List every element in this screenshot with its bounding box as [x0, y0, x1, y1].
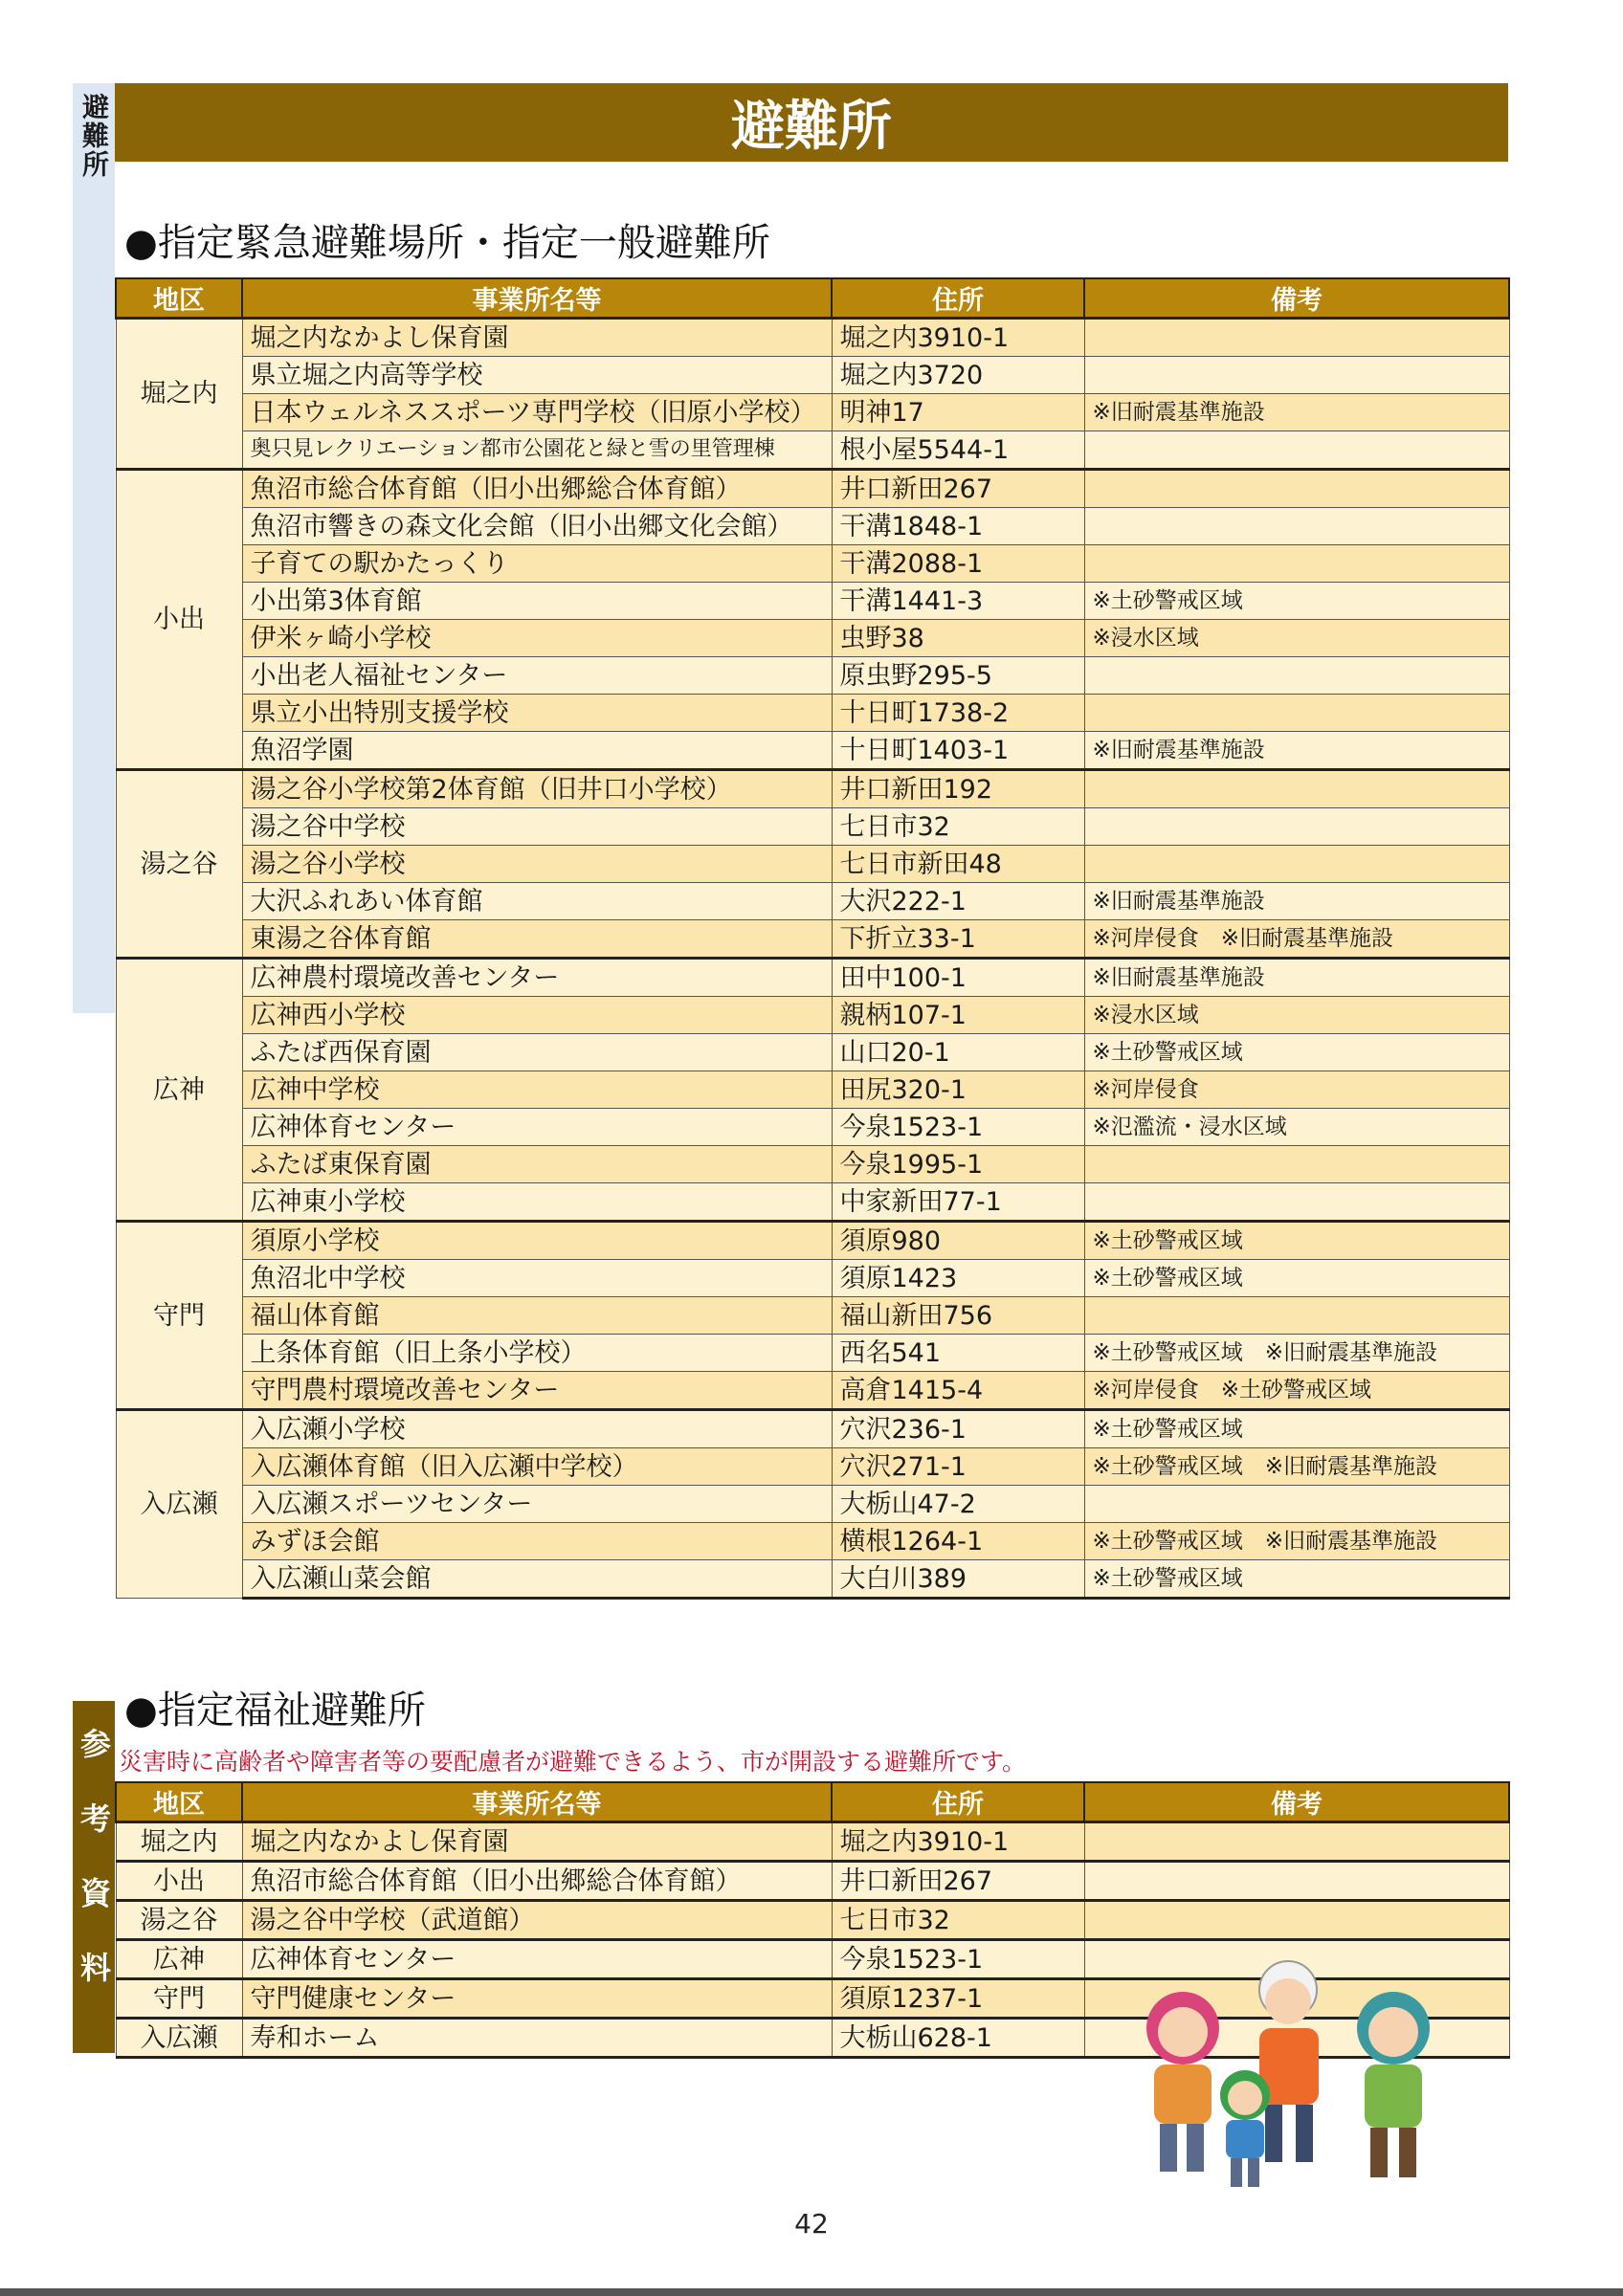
district-cell: 堀之内 — [116, 319, 242, 470]
facility-name-cell: 上条体育館（旧上条小学校） — [242, 1335, 832, 1372]
remarks-cell: ※土砂警戒区域 ※旧耐震基準施設 — [1084, 1335, 1509, 1372]
address-cell: 高倉1415-4 — [832, 1372, 1084, 1410]
remarks-cell — [1084, 1862, 1509, 1901]
side-tab-shelter: 避難所 — [73, 83, 115, 188]
leg — [1399, 2128, 1416, 2177]
table-row — [116, 1183, 1509, 1222]
table-row — [116, 808, 1509, 846]
facility-name-cell: 小出第3体育館 — [242, 583, 832, 620]
facility-name-cell: 福山体育館 — [242, 1297, 832, 1335]
facility-name-cell: 広神東小学校 — [242, 1183, 832, 1222]
address-cell: 堀之内3910-1 — [832, 1822, 1084, 1862]
remarks-cell: ※土砂警戒区域 ※旧耐震基準施設 — [1084, 1448, 1509, 1486]
facility-name-cell: 大沢ふれあい体育館 — [242, 883, 832, 920]
header-address: 住所 — [832, 278, 1084, 319]
table-row — [116, 394, 1509, 431]
address-cell: 横根1264-1 — [832, 1523, 1084, 1560]
facility-name-cell: 湯之谷中学校 — [242, 808, 832, 846]
address-cell: 堀之内3910-1 — [832, 319, 1084, 357]
face-small — [1228, 2081, 1262, 2115]
address-cell: 干溝1848-1 — [832, 508, 1084, 545]
table-row — [116, 1071, 1509, 1109]
side-tab-background — [73, 83, 115, 1013]
facility-name-cell: ふたば西保育園 — [242, 1034, 832, 1071]
facility-name-cell: 寿和ホーム — [242, 2019, 832, 2058]
table-row — [116, 1372, 1509, 1410]
address-cell: 田中100-1 — [832, 959, 1084, 997]
table-row — [116, 920, 1509, 959]
facility-name-cell: 湯之谷小学校 — [242, 846, 832, 883]
table-row — [116, 1222, 1509, 1260]
header-name: 事業所名等 — [242, 1782, 832, 1822]
district-cell: 小出 — [116, 1862, 242, 1901]
section-heading-welfare: ●指定福祉避難所 — [124, 1689, 426, 1733]
facility-name-cell: 伊米ヶ崎小学校 — [242, 620, 832, 657]
table-row — [116, 1335, 1509, 1372]
facility-name-cell: 魚沼市総合体育館（旧小出郷総合体育館） — [242, 1862, 832, 1901]
address-cell: 井口新田192 — [832, 770, 1084, 808]
facility-name-cell: 守門健康センター — [242, 1979, 832, 2019]
address-cell: 須原1237-1 — [832, 1979, 1084, 2019]
remarks-cell: ※河岸侵食 ※旧耐震基準施設 — [1084, 920, 1509, 959]
table-row — [116, 1523, 1509, 1560]
leg — [1248, 2158, 1259, 2187]
side-tab-reference: 参考資料 — [73, 1701, 115, 2053]
table-row — [116, 997, 1509, 1034]
leg — [1265, 2105, 1282, 2162]
address-cell: 穴沢271-1 — [832, 1448, 1084, 1486]
table-row — [116, 508, 1509, 545]
address-cell: 大白川389 — [832, 1560, 1084, 1599]
jacket-right — [1365, 2064, 1422, 2128]
table-row — [116, 583, 1509, 620]
remarks-cell — [1084, 470, 1509, 508]
address-cell: 干溝2088-1 — [832, 545, 1084, 583]
table-header-row — [116, 278, 1509, 319]
remarks-cell: ※土砂警戒区域 — [1084, 1034, 1509, 1071]
facility-name-cell: 奥只見レクリエーション都市公園花と緑と雪の里管理棟 — [242, 431, 832, 470]
address-cell: 須原1423 — [832, 1260, 1084, 1297]
table-row — [116, 1109, 1509, 1146]
address-cell: 井口新田267 — [832, 470, 1084, 508]
address-cell: 虫野38 — [832, 620, 1084, 657]
facility-name-cell: 広神西小学校 — [242, 997, 832, 1034]
header-remarks: 備考 — [1084, 1782, 1509, 1822]
table-row — [116, 1260, 1509, 1297]
facility-name-cell: 湯之谷中学校（武道館） — [242, 1901, 832, 1940]
table-row — [116, 1034, 1509, 1071]
address-cell: 七日市新田48 — [832, 846, 1084, 883]
address-cell: 穴沢236-1 — [832, 1410, 1084, 1448]
remarks-cell — [1084, 508, 1509, 545]
address-cell: 大沢222-1 — [832, 883, 1084, 920]
district-cell: 守門 — [116, 1979, 242, 2019]
facility-name-cell: 湯之谷小学校第2体育館（旧井口小学校） — [242, 770, 832, 808]
remarks-cell: ※氾濫流・浸水区域 — [1084, 1109, 1509, 1146]
bottom-rule — [0, 2288, 1623, 2296]
address-cell: 七日市32 — [832, 808, 1084, 846]
remarks-cell — [1084, 1297, 1509, 1335]
table-row — [116, 959, 1509, 997]
facility-name-cell: 須原小学校 — [242, 1222, 832, 1260]
facility-name-cell: 広神体育センター — [242, 1940, 832, 1979]
table-row — [116, 431, 1509, 470]
address-cell: 山口20-1 — [832, 1034, 1084, 1071]
table-row — [116, 470, 1509, 508]
welfare-note: 災害時に高齢者や障害者等の要配慮者が避難できるよう、市が開設する避難所です。 — [119, 1748, 1027, 1776]
facility-name-cell: 広神農村環境改善センター — [242, 959, 832, 997]
remarks-cell — [1084, 319, 1509, 357]
leg — [1187, 2124, 1204, 2172]
district-cell: 湯之谷 — [116, 770, 242, 959]
remarks-cell: ※土砂警戒区域 — [1084, 1260, 1509, 1297]
facility-name-cell: ふたば東保育園 — [242, 1146, 832, 1183]
facility-name-cell: 魚沼学園 — [242, 732, 832, 770]
table-row — [116, 770, 1509, 808]
jacket-left — [1154, 2064, 1212, 2124]
district-cell: 小出 — [116, 470, 242, 770]
remarks-cell: ※土砂警戒区域 — [1084, 1560, 1509, 1599]
jacket-small — [1226, 2120, 1264, 2158]
facility-name-cell: 入広瀬小学校 — [242, 1410, 832, 1448]
section-heading-emergency: ●指定緊急避難場所・指定一般避難所 — [124, 221, 770, 265]
address-cell: 福山新田756 — [832, 1297, 1084, 1335]
address-cell: 十日町1738-2 — [832, 695, 1084, 732]
remarks-cell: ※河岸侵食 — [1084, 1071, 1509, 1109]
remarks-cell — [1084, 808, 1509, 846]
table-row — [116, 1146, 1509, 1183]
table-row — [116, 357, 1509, 394]
district-cell: 入広瀬 — [116, 1410, 242, 1599]
remarks-cell — [1084, 846, 1509, 883]
remarks-cell: ※旧耐震基準施設 — [1084, 959, 1509, 997]
remarks-cell — [1084, 695, 1509, 732]
facility-name-cell: 守門農村環境改善センター — [242, 1372, 832, 1410]
facility-name-cell: みずほ会館 — [242, 1523, 832, 1560]
table-row — [116, 319, 1509, 357]
leg — [1296, 2105, 1313, 2162]
address-cell: 西名541 — [832, 1335, 1084, 1372]
address-cell: 井口新田267 — [832, 1862, 1084, 1901]
facility-name-cell: 子育ての駅かたっくり — [242, 545, 832, 583]
district-cell: 湯之谷 — [116, 1901, 242, 1940]
address-cell: 下折立33-1 — [832, 920, 1084, 959]
district-cell: 広神 — [116, 1940, 242, 1979]
remarks-cell — [1084, 657, 1509, 695]
remarks-cell — [1084, 1901, 1509, 1940]
table-row — [116, 1822, 1509, 1862]
remarks-cell: ※土砂警戒区域 ※旧耐震基準施設 — [1084, 1523, 1509, 1560]
address-cell: 大栃山628-1 — [832, 2019, 1084, 2058]
remarks-cell: ※土砂警戒区域 — [1084, 1410, 1509, 1448]
remarks-cell — [1084, 357, 1509, 394]
table-row — [116, 1297, 1509, 1335]
remarks-cell — [1084, 1146, 1509, 1183]
facility-name-cell: 県立小出特別支援学校 — [242, 695, 832, 732]
facility-name-cell: 小出老人福祉センター — [242, 657, 832, 695]
remarks-cell — [1084, 1486, 1509, 1523]
remarks-cell: ※旧耐震基準施設 — [1084, 883, 1509, 920]
face-left — [1158, 2007, 1208, 2057]
face-leader — [1265, 1978, 1311, 2024]
table-row — [116, 846, 1509, 883]
address-cell: 根小屋5544-1 — [832, 431, 1084, 470]
address-cell: 干溝1441-3 — [832, 583, 1084, 620]
address-cell: 須原980 — [832, 1222, 1084, 1260]
remarks-cell — [1084, 431, 1509, 470]
facility-name-cell: 日本ウェルネススポーツ専門学校（旧原小学校） — [242, 394, 832, 431]
header-district: 地区 — [116, 1782, 242, 1822]
facility-name-cell: 魚沼市響きの森文化会館（旧小出郷文化会館） — [242, 508, 832, 545]
address-cell: 原虫野295-5 — [832, 657, 1084, 695]
emergency-shelter-rows — [116, 319, 1509, 1599]
remarks-cell: ※土砂警戒区域 — [1084, 583, 1509, 620]
leg — [1370, 2128, 1388, 2177]
table-row — [116, 883, 1509, 920]
evacuating-family-illustration — [1125, 1952, 1470, 2200]
header-name: 事業所名等 — [242, 278, 832, 319]
table-row — [116, 1410, 1509, 1448]
table-row — [116, 620, 1509, 657]
emergency-shelter-table — [115, 277, 1510, 1600]
remarks-cell: ※土砂警戒区域 — [1084, 1222, 1509, 1260]
face-right — [1368, 2007, 1418, 2057]
remarks-cell: ※浸水区域 — [1084, 620, 1509, 657]
table-row — [116, 1560, 1509, 1599]
district-cell: 守門 — [116, 1222, 242, 1410]
remarks-cell: ※河岸侵食 ※土砂警戒区域 — [1084, 1372, 1509, 1410]
district-cell: 堀之内 — [116, 1822, 242, 1862]
address-cell: 田尻320-1 — [832, 1071, 1084, 1109]
header-district: 地区 — [116, 278, 242, 319]
leg — [1160, 2124, 1177, 2172]
address-cell: 七日市32 — [832, 1901, 1084, 1940]
facility-name-cell: 魚沼北中学校 — [242, 1260, 832, 1297]
leg — [1231, 2158, 1242, 2187]
remarks-cell — [1084, 1822, 1509, 1862]
district-cell: 入広瀬 — [116, 2019, 242, 2058]
address-cell: 中家新田77-1 — [832, 1183, 1084, 1222]
facility-name-cell: 堀之内なかよし保育園 — [242, 1822, 832, 1862]
table-row — [116, 1901, 1509, 1940]
facility-name-cell: 魚沼市総合体育館（旧小出郷総合体育館） — [242, 470, 832, 508]
address-cell: 大栃山47-2 — [832, 1486, 1084, 1523]
remarks-cell — [1084, 770, 1509, 808]
page-number: 42 — [794, 2208, 829, 2240]
address-cell: 十日町1403-1 — [832, 732, 1084, 770]
address-cell: 親柄107-1 — [832, 997, 1084, 1034]
address-cell: 明神17 — [832, 394, 1084, 431]
address-cell: 今泉1995-1 — [832, 1146, 1084, 1183]
facility-name-cell: 入広瀬山菜会館 — [242, 1560, 832, 1599]
table-row — [116, 545, 1509, 583]
table-row — [116, 1448, 1509, 1486]
table-header-row — [116, 1782, 1509, 1822]
facility-name-cell: 広神中学校 — [242, 1071, 832, 1109]
table-row — [116, 657, 1509, 695]
district-cell: 広神 — [116, 959, 242, 1222]
table-row — [116, 695, 1509, 732]
remarks-cell: ※旧耐震基準施設 — [1084, 394, 1509, 431]
remarks-cell: ※浸水区域 — [1084, 997, 1509, 1034]
address-cell: 今泉1523-1 — [832, 1109, 1084, 1146]
table-row — [116, 1486, 1509, 1523]
remarks-cell — [1084, 545, 1509, 583]
facility-name-cell: 堀之内なかよし保育園 — [242, 319, 832, 357]
remarks-cell: ※旧耐震基準施設 — [1084, 732, 1509, 770]
table-row — [116, 732, 1509, 770]
address-cell: 堀之内3720 — [832, 357, 1084, 394]
header-remarks: 備考 — [1084, 278, 1509, 319]
facility-name-cell: 入広瀬スポーツセンター — [242, 1486, 832, 1523]
table-row — [116, 1862, 1509, 1901]
address-cell: 今泉1523-1 — [832, 1940, 1084, 1979]
facility-name-cell: 広神体育センター — [242, 1109, 832, 1146]
facility-name-cell: 県立堀之内高等学校 — [242, 357, 832, 394]
facility-name-cell: 入広瀬体育館（旧入広瀬中学校） — [242, 1448, 832, 1486]
header-address: 住所 — [832, 1782, 1084, 1822]
facility-name-cell: 東湯之谷体育館 — [242, 920, 832, 959]
remarks-cell — [1084, 1183, 1509, 1222]
page-title: 避難所 — [115, 83, 1508, 162]
